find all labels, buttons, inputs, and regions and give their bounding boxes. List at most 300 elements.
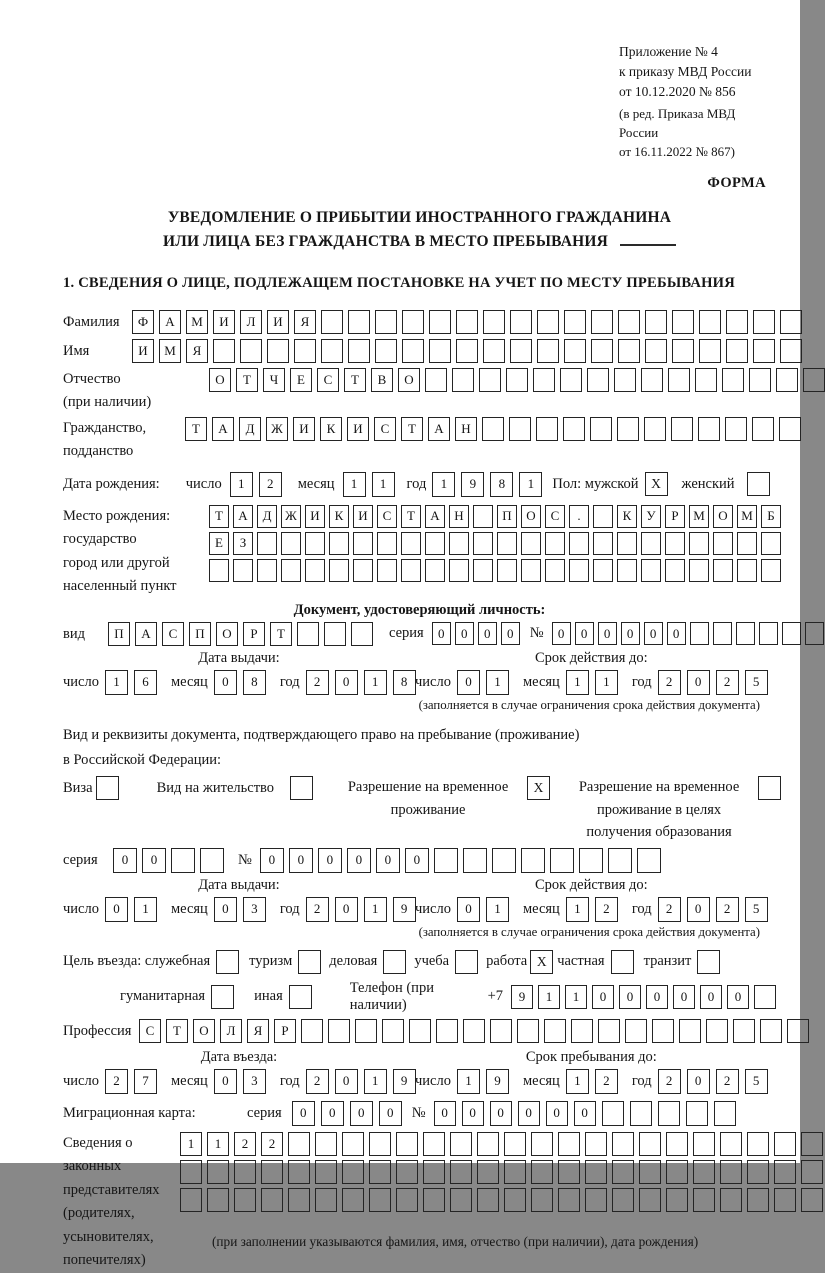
phone-input[interactable] [511,985,776,1009]
char-cell[interactable] [531,1160,553,1184]
char-cell[interactable]: А [233,505,253,528]
char-cell[interactable] [776,368,798,392]
char-cell[interactable] [550,848,574,873]
char-cell[interactable] [369,1132,391,1156]
char-cell[interactable] [641,368,663,392]
temp-residence-education-checkbox[interactable] [758,776,781,800]
char-cell[interactable]: 1 [105,670,128,695]
char-cell[interactable]: А [159,310,181,334]
char-cell[interactable]: 1 [538,985,560,1009]
char-cell[interactable]: 0 [687,1069,710,1094]
char-cell[interactable] [436,1019,458,1043]
doc-series-input[interactable] [432,622,520,645]
char-cell[interactable]: С [374,417,396,441]
char-cell[interactable] [737,559,757,582]
char-cell[interactable]: Ж [281,505,301,528]
char-cell[interactable] [733,1019,755,1043]
char-cell[interactable] [695,368,717,392]
char-cell[interactable] [490,1019,512,1043]
char-cell[interactable] [425,559,445,582]
char-cell[interactable]: Т [401,505,421,528]
char-cell[interactable] [761,559,781,582]
char-cell[interactable]: З [233,532,253,555]
doc-issue-year-input[interactable] [306,670,416,695]
char-cell[interactable] [774,1188,796,1212]
char-cell[interactable] [699,310,721,334]
char-cell[interactable] [510,310,532,334]
char-cell[interactable] [456,310,478,334]
char-cell[interactable] [759,622,778,645]
char-cell[interactable] [477,1188,499,1212]
char-cell[interactable] [563,417,585,441]
char-cell[interactable]: Е [209,532,229,555]
char-cell[interactable]: Я [247,1019,269,1043]
char-cell[interactable] [602,1101,624,1126]
char-cell[interactable] [423,1160,445,1184]
char-cell[interactable] [630,1101,652,1126]
char-cell[interactable] [531,1132,553,1156]
char-cell[interactable]: 0 [518,1101,540,1126]
char-cell[interactable] [545,559,565,582]
char-cell[interactable]: Н [449,505,469,528]
char-cell[interactable]: 0 [335,897,358,922]
char-cell[interactable] [369,1188,391,1212]
char-cell[interactable]: И [267,310,289,334]
char-cell[interactable]: 1 [343,472,366,497]
char-cell[interactable] [641,532,661,555]
char-cell[interactable] [261,1188,283,1212]
char-cell[interactable] [297,622,319,646]
char-cell[interactable] [652,1019,674,1043]
char-cell[interactable] [608,848,632,873]
char-cell[interactable] [617,532,637,555]
char-cell[interactable]: 7 [134,1069,157,1094]
char-cell[interactable] [564,310,586,334]
char-cell[interactable]: 0 [667,622,686,645]
char-cell[interactable] [463,1019,485,1043]
char-cell[interactable] [749,368,771,392]
char-cell[interactable] [617,417,639,441]
char-cell[interactable] [579,848,603,873]
surname-input[interactable] [132,310,802,334]
char-cell[interactable]: 2 [716,897,739,922]
char-cell[interactable] [497,559,517,582]
representatives-line1-input[interactable] [180,1132,823,1156]
char-cell[interactable] [803,368,825,392]
char-cell[interactable] [207,1160,229,1184]
char-cell[interactable]: А [135,622,157,646]
char-cell[interactable] [261,1160,283,1184]
char-cell[interactable]: 9 [486,1069,509,1094]
char-cell[interactable]: 0 [490,1101,512,1126]
entry-month-input[interactable] [214,1069,266,1094]
char-cell[interactable]: 5 [745,670,768,695]
char-cell[interactable]: К [329,505,349,528]
char-cell[interactable] [679,1019,701,1043]
char-cell[interactable] [666,1132,688,1156]
char-cell[interactable] [671,417,693,441]
stay-expiry-day-input[interactable] [457,897,509,922]
char-cell[interactable]: 8 [243,670,266,695]
char-cell[interactable]: 2 [261,1132,283,1156]
char-cell[interactable] [612,1132,634,1156]
char-cell[interactable]: 0 [619,985,641,1009]
char-cell[interactable] [591,339,613,363]
char-cell[interactable] [429,339,451,363]
char-cell[interactable]: 1 [486,897,509,922]
char-cell[interactable] [693,1132,715,1156]
char-cell[interactable] [693,1188,715,1212]
char-cell[interactable] [639,1132,661,1156]
female-checkbox[interactable] [747,472,770,496]
char-cell[interactable]: В [371,368,393,392]
char-cell[interactable] [483,310,505,334]
char-cell[interactable]: Р [243,622,265,646]
char-cell[interactable]: 0 [260,848,284,873]
char-cell[interactable]: 2 [105,1069,128,1094]
char-cell[interactable] [473,559,493,582]
char-cell[interactable]: 1 [486,670,509,695]
char-cell[interactable] [473,505,493,528]
char-cell[interactable] [450,1160,472,1184]
char-cell[interactable] [257,559,277,582]
char-cell[interactable] [569,559,589,582]
char-cell[interactable] [521,848,545,873]
char-cell[interactable]: И [305,505,325,528]
char-cell[interactable] [377,532,397,555]
char-cell[interactable] [754,985,776,1009]
char-cell[interactable] [492,848,516,873]
char-cell[interactable]: Т [166,1019,188,1043]
char-cell[interactable]: 0 [501,622,520,645]
char-cell[interactable] [180,1188,202,1212]
char-cell[interactable] [747,1160,769,1184]
char-cell[interactable] [315,1132,337,1156]
char-cell[interactable] [305,532,325,555]
char-cell[interactable] [329,559,349,582]
char-cell[interactable]: 0 [335,670,358,695]
char-cell[interactable] [324,622,346,646]
char-cell[interactable]: 0 [592,985,614,1009]
char-cell[interactable]: 0 [598,622,617,645]
char-cell[interactable]: А [425,505,445,528]
stay-expiry-year-input[interactable] [658,897,768,922]
char-cell[interactable]: Ч [263,368,285,392]
char-cell[interactable] [787,1019,809,1043]
char-cell[interactable] [533,368,555,392]
char-cell[interactable]: 0 [462,1101,484,1126]
char-cell[interactable]: 2 [595,897,618,922]
char-cell[interactable] [753,339,775,363]
char-cell[interactable] [321,310,343,334]
char-cell[interactable] [355,1019,377,1043]
char-cell[interactable]: М [186,310,208,334]
char-cell[interactable]: 9 [393,1069,416,1094]
char-cell[interactable]: 0 [552,622,571,645]
doc-expiry-day-input[interactable] [457,670,509,695]
char-cell[interactable]: С [162,622,184,646]
char-cell[interactable]: 2 [658,1069,681,1094]
char-cell[interactable] [473,532,493,555]
stay-issue-day-input[interactable] [105,897,157,922]
entry-day-input[interactable] [105,1069,157,1094]
char-cell[interactable] [401,532,421,555]
char-cell[interactable]: М [737,505,757,528]
char-cell[interactable] [434,848,458,873]
char-cell[interactable]: Е [290,368,312,392]
char-cell[interactable] [645,310,667,334]
char-cell[interactable]: 0 [646,985,668,1009]
char-cell[interactable] [665,532,685,555]
char-cell[interactable] [699,339,721,363]
birth-day-input[interactable] [230,472,282,497]
char-cell[interactable]: 0 [142,848,166,873]
char-cell[interactable]: 2 [306,670,329,695]
char-cell[interactable]: 1 [457,1069,480,1094]
char-cell[interactable] [690,622,709,645]
stay-until-day-input[interactable] [457,1069,509,1094]
char-cell[interactable] [569,532,589,555]
char-cell[interactable] [805,622,824,645]
char-cell[interactable] [618,310,640,334]
entry-year-input[interactable] [306,1069,416,1094]
char-cell[interactable] [537,339,559,363]
char-cell[interactable]: И [213,310,235,334]
char-cell[interactable]: 1 [519,472,542,497]
char-cell[interactable]: О [521,505,541,528]
char-cell[interactable]: П [497,505,517,528]
visa-checkbox[interactable] [96,776,119,800]
purpose-business-checkbox[interactable] [383,950,406,974]
char-cell[interactable] [585,1132,607,1156]
char-cell[interactable]: А [212,417,234,441]
char-cell[interactable]: Т [236,368,258,392]
mc-series-input[interactable] [292,1101,402,1126]
char-cell[interactable]: Я [294,310,316,334]
char-cell[interactable] [301,1019,323,1043]
char-cell[interactable]: О [713,505,733,528]
char-cell[interactable] [479,368,501,392]
char-cell[interactable] [342,1132,364,1156]
char-cell[interactable]: 1 [372,472,395,497]
char-cell[interactable] [612,1160,634,1184]
char-cell[interactable] [348,310,370,334]
char-cell[interactable] [477,1160,499,1184]
char-cell[interactable] [450,1188,472,1212]
char-cell[interactable]: Д [239,417,261,441]
char-cell[interactable] [504,1160,526,1184]
char-cell[interactable]: 2 [259,472,282,497]
char-cell[interactable] [396,1132,418,1156]
doc-expiry-month-input[interactable] [566,670,618,695]
char-cell[interactable] [409,1019,431,1043]
char-cell[interactable] [545,532,565,555]
char-cell[interactable] [429,310,451,334]
stay-issue-year-input[interactable] [306,897,416,922]
char-cell[interactable] [665,559,685,582]
char-cell[interactable]: 1 [364,670,387,695]
char-cell[interactable] [423,1188,445,1212]
char-cell[interactable] [689,532,709,555]
char-cell[interactable]: 0 [575,622,594,645]
stay-expiry-month-input[interactable] [566,897,618,922]
char-cell[interactable]: 3 [243,897,266,922]
char-cell[interactable] [396,1160,418,1184]
char-cell[interactable] [591,310,613,334]
char-cell[interactable] [401,559,421,582]
char-cell[interactable] [504,1188,526,1212]
char-cell[interactable]: 1 [566,1069,589,1094]
char-cell[interactable] [353,532,373,555]
char-cell[interactable] [267,339,289,363]
char-cell[interactable] [666,1188,688,1212]
char-cell[interactable] [449,559,469,582]
char-cell[interactable] [641,559,661,582]
char-cell[interactable] [234,1188,256,1212]
doc-expiry-year-input[interactable] [658,670,768,695]
char-cell[interactable] [537,310,559,334]
char-cell[interactable]: С [377,505,397,528]
char-cell[interactable]: С [317,368,339,392]
char-cell[interactable]: О [216,622,238,646]
char-cell[interactable] [377,559,397,582]
char-cell[interactable] [706,1019,728,1043]
char-cell[interactable] [396,1188,418,1212]
char-cell[interactable] [521,532,541,555]
char-cell[interactable] [213,339,235,363]
char-cell[interactable] [585,1188,607,1212]
char-cell[interactable]: И [353,505,373,528]
char-cell[interactable] [288,1132,310,1156]
char-cell[interactable]: 0 [478,622,497,645]
char-cell[interactable]: И [293,417,315,441]
char-cell[interactable] [375,339,397,363]
char-cell[interactable]: Н [455,417,477,441]
char-cell[interactable] [328,1019,350,1043]
char-cell[interactable]: 8 [393,670,416,695]
char-cell[interactable]: 2 [306,897,329,922]
char-cell[interactable] [612,1188,634,1212]
char-cell[interactable] [736,622,755,645]
char-cell[interactable]: Р [274,1019,296,1043]
char-cell[interactable] [637,848,661,873]
char-cell[interactable] [321,339,343,363]
char-cell[interactable] [348,339,370,363]
char-cell[interactable] [257,532,277,555]
char-cell[interactable]: 2 [658,670,681,695]
char-cell[interactable] [753,310,775,334]
char-cell[interactable] [482,417,504,441]
char-cell[interactable] [713,559,733,582]
char-cell[interactable] [369,1160,391,1184]
char-cell[interactable] [590,417,612,441]
char-cell[interactable] [382,1019,404,1043]
char-cell[interactable] [329,532,349,555]
char-cell[interactable]: 2 [595,1069,618,1094]
char-cell[interactable] [720,1132,742,1156]
char-cell[interactable] [180,1160,202,1184]
purpose-humanitarian-checkbox[interactable] [211,985,234,1009]
char-cell[interactable] [564,339,586,363]
char-cell[interactable] [747,1188,769,1212]
char-cell[interactable] [713,622,732,645]
char-cell[interactable] [760,1019,782,1043]
char-cell[interactable] [517,1019,539,1043]
doc-issue-day-input[interactable] [105,670,157,695]
representatives-line3-input[interactable] [180,1188,823,1212]
char-cell[interactable] [315,1188,337,1212]
purpose-official-checkbox[interactable] [216,950,239,974]
char-cell[interactable]: Ж [266,417,288,441]
char-cell[interactable] [720,1188,742,1212]
doc-issue-month-input[interactable] [214,670,266,695]
char-cell[interactable]: М [159,339,181,363]
char-cell[interactable]: 1 [595,670,618,695]
char-cell[interactable] [722,368,744,392]
char-cell[interactable] [288,1160,310,1184]
char-cell[interactable] [240,339,262,363]
char-cell[interactable] [625,1019,647,1043]
char-cell[interactable] [452,368,474,392]
stay-series-input[interactable] [113,848,224,873]
purpose-transit-checkbox[interactable] [697,950,720,974]
char-cell[interactable] [598,1019,620,1043]
char-cell[interactable] [402,310,424,334]
char-cell[interactable] [639,1160,661,1184]
char-cell[interactable] [342,1188,364,1212]
char-cell[interactable]: Б [761,505,781,528]
purpose-private-checkbox[interactable] [611,950,634,974]
char-cell[interactable]: 0 [321,1101,344,1126]
char-cell[interactable] [558,1132,580,1156]
char-cell[interactable]: 1 [180,1132,202,1156]
char-cell[interactable]: 9 [393,897,416,922]
birth-month-input[interactable] [343,472,395,497]
char-cell[interactable]: О [398,368,420,392]
char-cell[interactable] [801,1132,823,1156]
char-cell[interactable] [200,848,224,873]
char-cell[interactable]: Т [401,417,423,441]
char-cell[interactable]: 0 [318,848,342,873]
char-cell[interactable] [686,1101,708,1126]
birth-year-input[interactable] [432,472,542,497]
char-cell[interactable] [342,1160,364,1184]
char-cell[interactable] [779,417,801,441]
profession-input[interactable] [139,1019,809,1043]
char-cell[interactable]: 5 [745,897,768,922]
char-cell[interactable]: У [641,505,661,528]
char-cell[interactable] [698,417,720,441]
char-cell[interactable]: 0 [335,1069,358,1094]
char-cell[interactable]: 0 [347,848,371,873]
char-cell[interactable]: М [689,505,709,528]
char-cell[interactable]: 0 [292,1101,315,1126]
char-cell[interactable]: 0 [727,985,749,1009]
char-cell[interactable] [477,1132,499,1156]
char-cell[interactable] [585,1160,607,1184]
char-cell[interactable]: 0 [546,1101,568,1126]
char-cell[interactable] [531,1188,553,1212]
char-cell[interactable] [571,1019,593,1043]
char-cell[interactable] [666,1160,688,1184]
char-cell[interactable]: 0 [574,1101,596,1126]
char-cell[interactable]: 1 [364,1069,387,1094]
char-cell[interactable]: С [545,505,565,528]
char-cell[interactable]: 1 [364,897,387,922]
char-cell[interactable]: . [569,505,589,528]
char-cell[interactable] [726,310,748,334]
char-cell[interactable]: 0 [434,1101,456,1126]
